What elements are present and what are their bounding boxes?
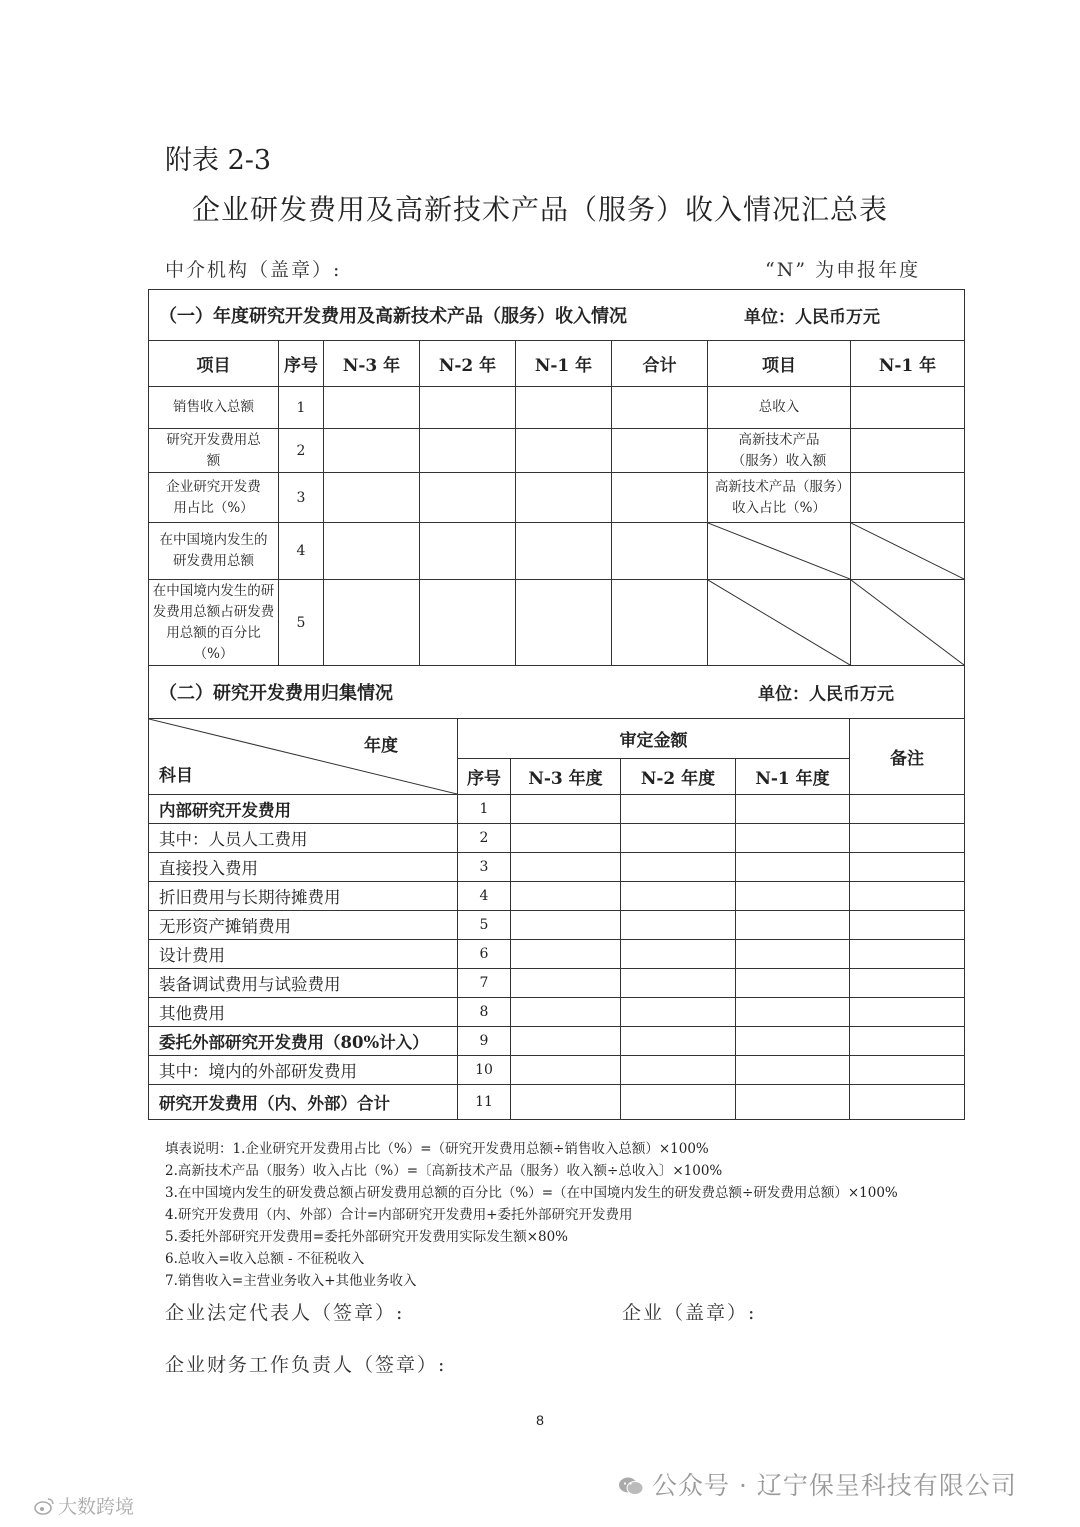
row-label: 装备调试费用与试验费用	[149, 969, 458, 998]
table-row	[149, 580, 965, 666]
value-cell[interactable]	[621, 1085, 736, 1120]
diagonal-cell	[708, 580, 851, 666]
value-cell[interactable]	[850, 940, 965, 969]
diagonal-cell	[851, 523, 965, 580]
row-label: 委托外部研究开发费用（80%计入）	[149, 1027, 458, 1056]
value-cell[interactable]	[736, 1027, 850, 1056]
value-cell[interactable]	[511, 1085, 621, 1120]
note-line: 2.高新技术产品（服务）收入占比（%）=〔高新技术产品（服务）收入额÷总收入〕×100%	[165, 1163, 723, 1179]
value-cell[interactable]	[850, 1027, 965, 1056]
value-cell[interactable]	[621, 998, 736, 1027]
row-item: 在中国境内发生的研发费用总额占研发费用总额的百分比（%）	[149, 580, 279, 666]
table-row	[149, 523, 965, 580]
value-cell[interactable]	[420, 580, 516, 666]
col-header: 序号	[279, 341, 324, 387]
value-cell[interactable]	[736, 998, 850, 1027]
value-cell[interactable]	[420, 473, 516, 523]
table-row	[149, 969, 965, 998]
value-cell[interactable]	[736, 795, 850, 824]
finance-head-signature-label: 企业财务工作负责人（签章）:	[165, 1354, 447, 1376]
table-row	[149, 387, 965, 429]
note-line: 7.销售收入=主营业务收入+其他业务收入	[165, 1273, 417, 1289]
section-2-unit: 单位：人民币万元	[758, 684, 894, 705]
value-cell[interactable]	[850, 1085, 965, 1120]
table-row	[149, 1027, 965, 1056]
row-no: 6	[458, 940, 511, 969]
table-row	[149, 853, 965, 882]
corner-year-label: 年度	[364, 736, 398, 756]
value-cell[interactable]	[420, 387, 516, 429]
row-label: 其他费用	[149, 998, 458, 1027]
row-no: 4	[458, 882, 511, 911]
value-cell[interactable]	[612, 429, 708, 473]
row-label: 直接投入费用	[149, 853, 458, 882]
value-cell[interactable]	[736, 853, 850, 882]
table-row	[149, 998, 965, 1027]
value-cell[interactable]	[324, 429, 420, 473]
row-item: 企业研究开发费用占比（%）	[149, 473, 279, 523]
note-line: 3.在中国境内发生的研发费总额占研发费用总额的百分比（%）=（在中国境内发生的研发费总额÷研发费用总额）×100%	[165, 1185, 898, 1201]
value-cell[interactable]	[324, 523, 420, 580]
value-cell[interactable]	[736, 1085, 850, 1120]
row-no: 1	[279, 387, 324, 429]
value-cell[interactable]	[621, 969, 736, 998]
value-cell[interactable]	[621, 882, 736, 911]
corner-header-cell	[149, 719, 458, 795]
col-header: N-3 年度	[511, 759, 621, 795]
enterprise-seal-label: 企业（盖章）:	[622, 1302, 757, 1324]
row-no: 1	[458, 795, 511, 824]
value-cell[interactable]	[850, 998, 965, 1027]
value-cell[interactable]	[850, 1056, 965, 1085]
value-cell[interactable]	[736, 824, 850, 853]
value-cell[interactable]	[420, 523, 516, 580]
row-no: 3	[279, 473, 324, 523]
diagonal-cell	[851, 580, 965, 666]
value-cell[interactable]	[851, 429, 965, 473]
approved-amount-header: 审定金额	[458, 719, 850, 759]
col-header: 项目	[708, 341, 851, 387]
page-number: 8	[536, 1412, 544, 1428]
note-line: 5.委托外部研究开发费用=委托外部研究开发费用实际发生额×80%	[165, 1229, 569, 1245]
corner-subject-label: 科目	[159, 766, 193, 786]
wechat-watermark	[618, 1466, 1017, 1502]
table-row	[149, 1085, 965, 1120]
table-row	[149, 795, 965, 824]
row-label: 无形资产摊销费用	[149, 911, 458, 940]
table-row	[149, 911, 965, 940]
value-cell[interactable]	[511, 998, 621, 1027]
value-cell[interactable]	[516, 387, 612, 429]
row-no: 8	[458, 998, 511, 1027]
value-cell[interactable]	[324, 387, 420, 429]
rd-income-table	[148, 289, 965, 718]
value-cell[interactable]	[612, 523, 708, 580]
value-cell[interactable]	[516, 523, 612, 580]
value-cell[interactable]	[736, 882, 850, 911]
col-header: 序号	[458, 759, 511, 795]
value-cell[interactable]	[850, 911, 965, 940]
value-cell[interactable]	[736, 911, 850, 940]
row-item: 在中国境内发生的研发费用总额	[149, 523, 279, 580]
section-1-unit: 单位：人民币万元	[744, 307, 880, 328]
wechat-icon	[618, 1473, 644, 1493]
value-cell[interactable]	[850, 882, 965, 911]
diagonal-cell	[708, 523, 851, 580]
row-no: 2	[279, 429, 324, 473]
value-cell[interactable]	[511, 911, 621, 940]
value-cell[interactable]	[324, 580, 420, 666]
agency-seal-label: 中介机构（盖章）:	[165, 259, 342, 281]
row-no: 9	[458, 1027, 511, 1056]
value-cell[interactable]	[851, 473, 965, 523]
value-cell[interactable]	[736, 1056, 850, 1085]
note-line: 6.总收入=收入总额 - 不征税收入	[165, 1251, 365, 1267]
col-header: 项目	[149, 341, 279, 387]
value-cell[interactable]	[511, 853, 621, 882]
table-row	[149, 940, 965, 969]
value-cell[interactable]	[850, 824, 965, 853]
remarks-header: 备注	[850, 719, 965, 795]
row-right-item: 高新技术产品（服务）收入占比（%）	[708, 473, 851, 523]
value-cell[interactable]	[736, 940, 850, 969]
rd-expense-table	[148, 718, 965, 1120]
value-cell[interactable]	[850, 969, 965, 998]
value-cell[interactable]	[511, 882, 621, 911]
value-cell[interactable]	[511, 1027, 621, 1056]
note-line: 4.研究开发费用（内、外部）合计=内部研究开发费用+委托外部研究开发费用	[165, 1207, 633, 1223]
row-no: 5	[279, 580, 324, 666]
value-cell[interactable]	[420, 429, 516, 473]
row-no: 10	[458, 1056, 511, 1085]
value-cell[interactable]	[516, 580, 612, 666]
table-row	[149, 824, 965, 853]
row-no: 2	[458, 824, 511, 853]
table-row	[149, 882, 965, 911]
value-cell[interactable]	[612, 387, 708, 429]
row-label: 内部研究开发费用	[149, 795, 458, 824]
value-cell[interactable]	[621, 1027, 736, 1056]
col-header: N-2 年	[420, 341, 516, 387]
fill-instructions	[165, 1138, 898, 1292]
value-cell[interactable]	[612, 473, 708, 523]
corner-watermark	[34, 1492, 134, 1519]
row-right-item: 总收入	[708, 387, 851, 429]
value-cell[interactable]	[850, 853, 965, 882]
table1-header-row	[149, 341, 965, 387]
n-year-note: “N” 为申报年度	[765, 259, 921, 281]
col-header: N-1 年	[516, 341, 612, 387]
value-cell[interactable]	[621, 853, 736, 882]
value-cell[interactable]	[850, 795, 965, 824]
value-cell[interactable]	[511, 1056, 621, 1085]
value-cell[interactable]	[621, 824, 736, 853]
value-cell[interactable]	[511, 969, 621, 998]
row-label: 设计费用	[149, 940, 458, 969]
row-no: 3	[458, 853, 511, 882]
legal-rep-signature-label: 企业法定代表人（签章）:	[165, 1302, 405, 1324]
weibo-icon	[34, 1497, 54, 1515]
row-no: 7	[458, 969, 511, 998]
value-cell[interactable]	[516, 429, 612, 473]
section-1-title: （一）年度研究开发费用及高新技术产品（服务）收入情况	[159, 306, 627, 327]
section-2-header	[149, 666, 965, 718]
col-header: N-1 年度	[736, 759, 850, 795]
row-no: 4	[279, 523, 324, 580]
note-line: 填表说明：1.企业研究开发费用占比（%）=（研究开发费用总额÷销售收入总额）×100%	[165, 1141, 709, 1157]
col-header: N-1 年	[851, 341, 965, 387]
value-cell[interactable]	[516, 473, 612, 523]
col-header: N-2 年度	[621, 759, 736, 795]
corner-watermark-text: 大数跨境	[58, 1496, 135, 1518]
value-cell[interactable]	[621, 1056, 736, 1085]
row-item: 销售收入总额	[149, 387, 279, 429]
section-2-title: （二）研究开发费用归集情况	[159, 682, 393, 704]
row-right-item: 高新技术产品（服务）收入额	[708, 429, 851, 473]
value-cell[interactable]	[621, 911, 736, 940]
value-cell[interactable]	[621, 940, 736, 969]
col-header: 合计	[612, 341, 708, 387]
row-label: 其中：境内的外部研发费用	[149, 1056, 458, 1085]
value-cell[interactable]	[511, 795, 621, 824]
row-label: 其中：人员人工费用	[149, 824, 458, 853]
appendix-label: 附表 2-3	[165, 145, 272, 176]
value-cell[interactable]	[621, 795, 736, 824]
section-1-header	[149, 290, 965, 341]
page-title: 企业研发费用及高新技术产品（服务）收入情况汇总表	[191, 193, 888, 226]
table-row	[149, 1056, 965, 1085]
value-cell[interactable]	[736, 969, 850, 998]
row-no: 5	[458, 911, 511, 940]
row-item: 研究开发费用总额	[149, 429, 279, 473]
table-row	[149, 473, 965, 523]
table-row	[149, 429, 965, 473]
value-cell[interactable]	[511, 940, 621, 969]
value-cell[interactable]	[612, 580, 708, 666]
col-header: N-3 年	[324, 341, 420, 387]
value-cell[interactable]	[511, 824, 621, 853]
value-cell[interactable]	[324, 473, 420, 523]
wechat-watermark-text: 公众号 · 辽宁保呈科技有限公司	[652, 1471, 1017, 1500]
row-label: 研究开发费用（内、外部）合计	[149, 1085, 458, 1120]
row-label: 折旧费用与长期待摊费用	[149, 882, 458, 911]
row-no: 11	[458, 1085, 511, 1120]
value-cell[interactable]	[851, 387, 965, 429]
